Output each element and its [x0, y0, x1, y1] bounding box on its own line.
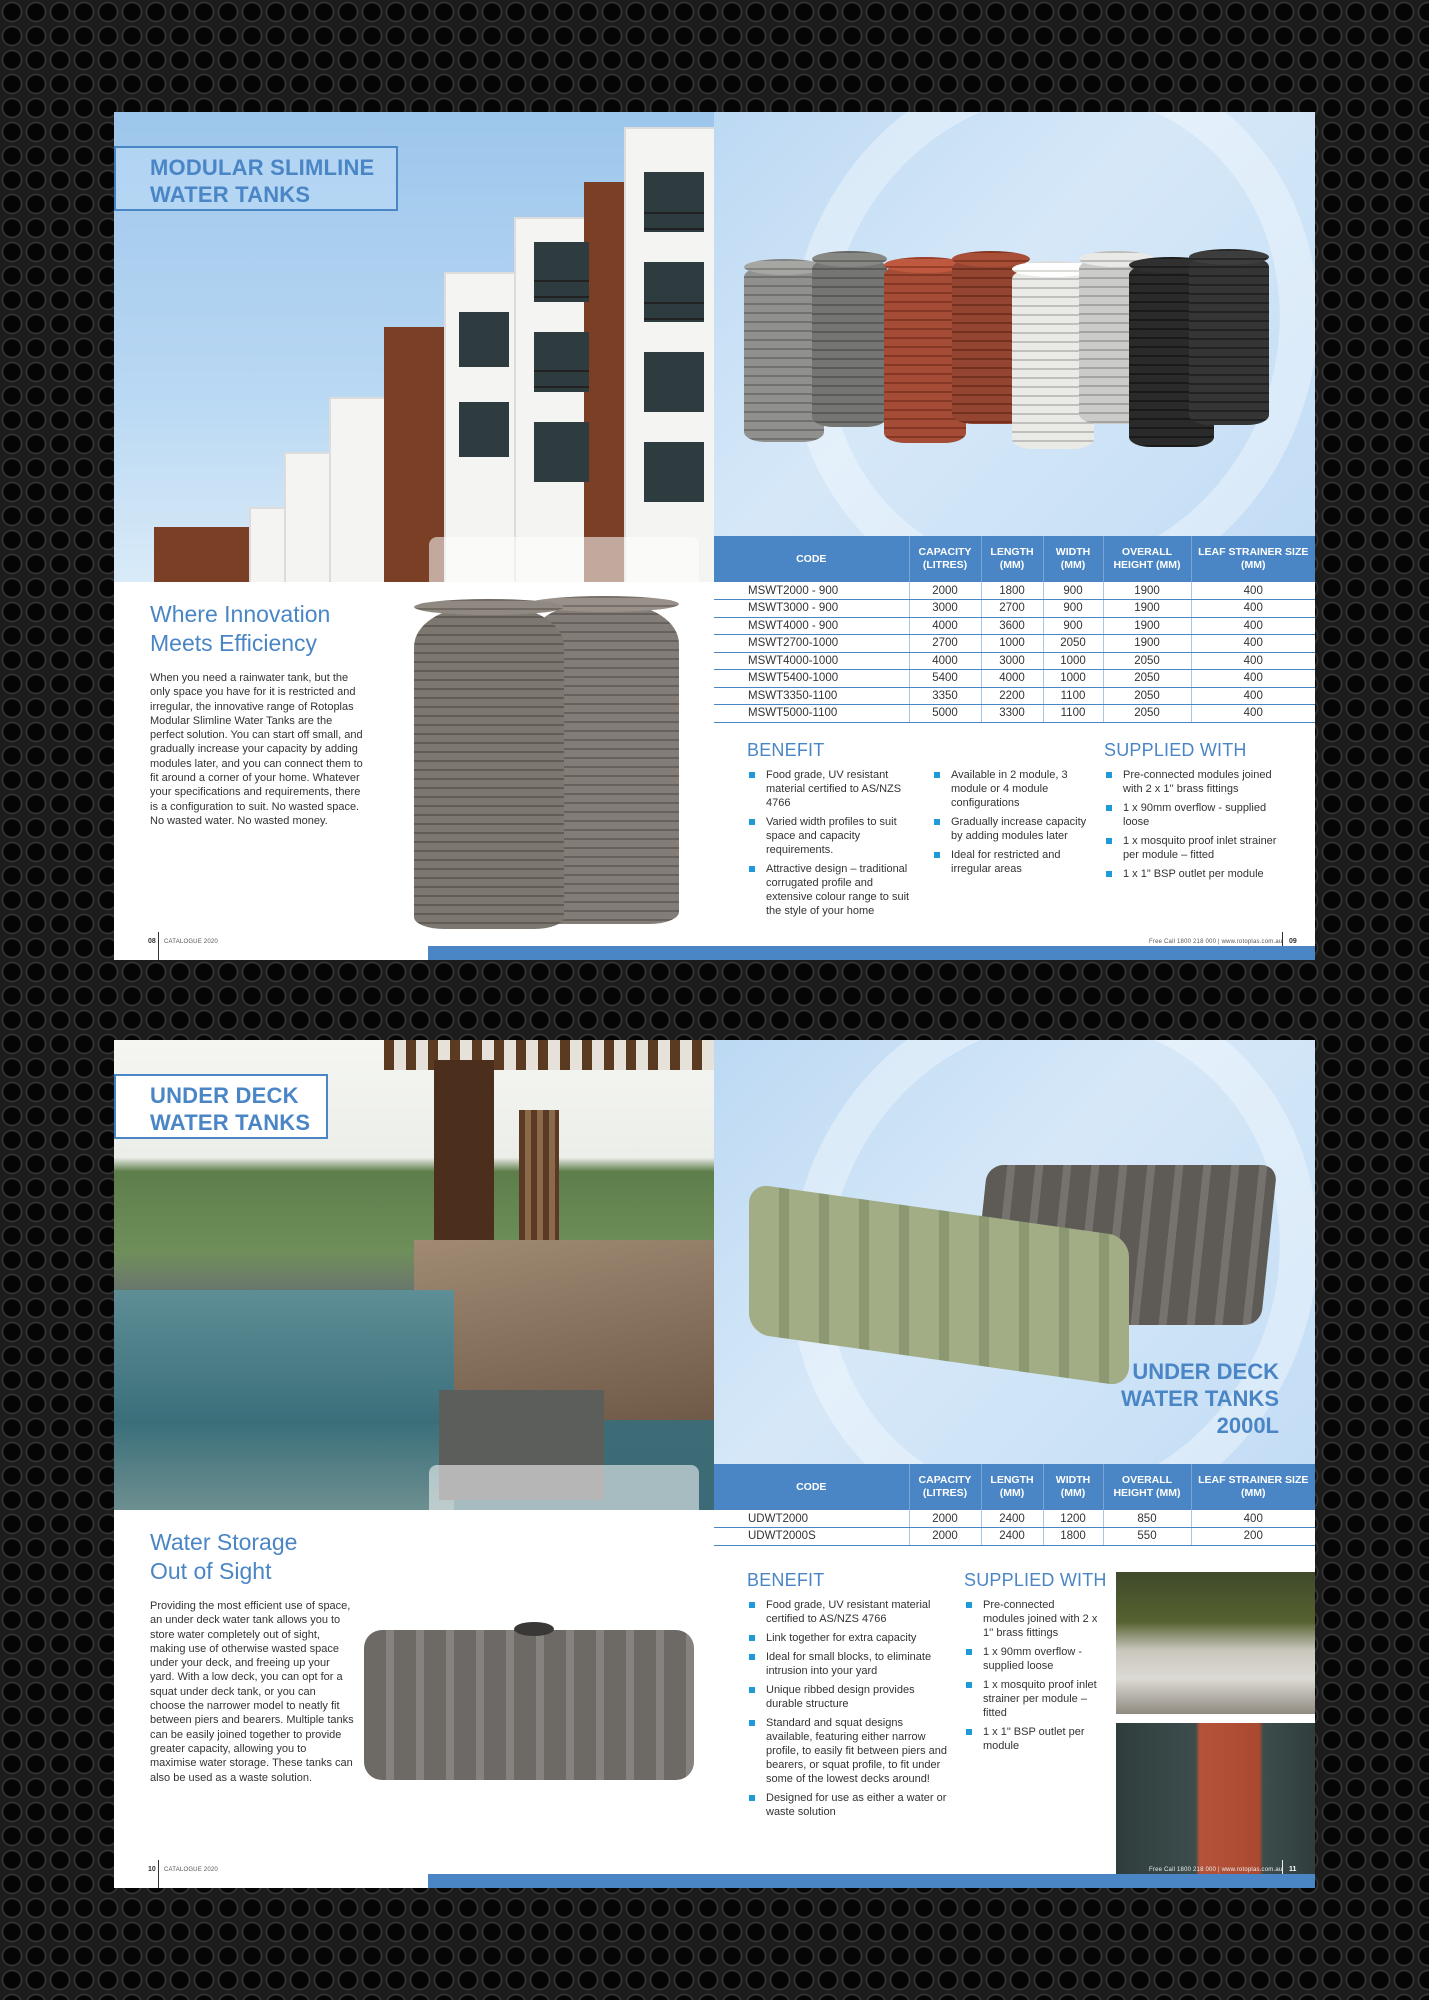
modular-tank-pair-image: [414, 599, 699, 939]
table-row: MSWT4000-1000 4000 3000 1000 2050 400: [714, 652, 1315, 670]
list-item: Ideal for small blocks, to eliminate intrusion into your yard: [747, 1650, 952, 1678]
col-width: WIDTH (MM): [1043, 536, 1103, 582]
tank-icon: [364, 1630, 694, 1780]
supplied-with-list: [964, 1598, 1099, 1758]
list-item: Pre-connected modules joined with 2 x 1'' brass fittings: [964, 1598, 1099, 1640]
list-item: Gradually increase capacity by adding modules later: [932, 815, 1092, 843]
footer-contact: Free Call 1800 218 000 | www.rotoplas.com.au: [1149, 939, 1283, 945]
list-item: 1 x mosquito proof inlet strainer per module – fitted: [1104, 834, 1284, 862]
table-row: MSWT4000 - 900 4000 3600 900 1900 400: [714, 617, 1315, 635]
modular-tanks-color-range-image: [744, 247, 1284, 447]
footer-contact: Free Call 1800 218 000 | www.rotoplas.com.au: [1149, 1867, 1283, 1873]
photo-fade-overlay: [429, 1465, 699, 1510]
col-length: LENGTH (MM): [981, 536, 1043, 582]
list-item: Ideal for restricted and irregular areas: [932, 848, 1092, 876]
section-title-line2: WATER TANKS: [150, 1110, 311, 1135]
supplied-with-list: [1104, 768, 1284, 886]
section-title-box: [114, 146, 398, 211]
list-item: Designed for use as either a water or waste solution: [747, 1791, 952, 1819]
page-number: 09: [1289, 938, 1297, 945]
col-leaf-strainer: LEAF STRAINER SIZE (MM): [1191, 1464, 1315, 1510]
spec-table-header: [714, 1464, 1315, 1510]
building-window: [644, 442, 704, 502]
table-row: MSWT5400-1000 5400 4000 1000 2050 400: [714, 670, 1315, 688]
section-title-line1: MODULAR SLIMLINE: [150, 155, 375, 180]
supplied-with-heading: SUPPLIED WITH: [1104, 740, 1247, 760]
pool-water: [114, 1290, 454, 1510]
col-length: LENGTH (MM): [981, 1464, 1043, 1510]
benefit-list-col1: [747, 768, 917, 923]
under-deck-brick-pier-photo: [1116, 1723, 1315, 1874]
page-number: 10: [148, 1866, 156, 1873]
col-capacity: CAPACITY (LITRES): [909, 536, 981, 582]
catalogue-spread-under-deck: [114, 1040, 1315, 1888]
footer-catalogue-label: CATALOGUE 2020: [164, 1867, 218, 1873]
spec-table: [714, 1464, 1315, 1546]
list-item: 1 x 90mm overflow - supplied loose: [1104, 801, 1284, 829]
list-item: Unique ribbed design provides durable structure: [747, 1683, 952, 1711]
table-row: MSWT2700-1000 2700 1000 2050 1900 400: [714, 635, 1315, 653]
spec-table: [714, 536, 1315, 723]
building-window: [459, 312, 509, 367]
list-item: Standard and squat designs available, featuring either narrow profile, to easily fit between piers and bearers, or squat profile, to fit under some of the lowest decks around!: [747, 1716, 952, 1786]
list-item: Food grade, UV resistant material certified to AS/NZS 4766: [747, 768, 917, 810]
list-item: Varied width profiles to suit space and capacity requirements.: [747, 815, 917, 857]
benefit-list: [747, 1598, 952, 1824]
col-overall-height: OVERALL HEIGHT (MM): [1103, 1464, 1191, 1510]
page-10: [114, 1040, 714, 1888]
col-capacity: CAPACITY (LITRES): [909, 1464, 981, 1510]
footer-bar: [428, 946, 714, 960]
building-window: [459, 402, 509, 457]
col-width: WIDTH (MM): [1043, 1464, 1103, 1510]
col-code: CODE: [714, 536, 909, 582]
table-row: MSWT2000 - 900 2000 1800 900 1900 400: [714, 582, 1315, 600]
table-row: MSWT3000 - 900 3000 2700 900 1900 400: [714, 600, 1315, 618]
table-row: MSWT5000-1100 5000 3300 1100 2050 400: [714, 705, 1315, 723]
footer-divider: [158, 1860, 159, 1888]
tank-inlet-icon: [514, 1622, 554, 1636]
supplied-with-heading: SUPPLIED WITH: [964, 1570, 1107, 1590]
balcony-rail: [534, 370, 589, 388]
page-number: 11: [1289, 1866, 1297, 1873]
benefit-heading: BENEFIT: [747, 740, 825, 760]
building-block: [154, 527, 264, 582]
list-item: Pre-connected modules joined with 2 x 1'' brass fittings: [1104, 768, 1284, 796]
building-window: [644, 352, 704, 412]
benefit-list-col2: [932, 768, 1092, 881]
page-number: 08: [148, 938, 156, 945]
col-leaf-strainer: LEAF STRAINER SIZE (MM): [1191, 536, 1315, 582]
balcony-rail: [644, 302, 704, 320]
list-item: Food grade, UV resistant material certified to AS/NZS 4766: [747, 1598, 952, 1626]
photo-fade-overlay: [429, 537, 699, 582]
list-item: Attractive design – traditional corrugated profile and extensive colour range to suit the style of your home: [747, 862, 917, 918]
list-item: 1 x 1" BSP outlet per module: [1104, 867, 1284, 881]
tank-icon: [414, 607, 564, 929]
section-title-line2: WATER TANKS: [150, 182, 311, 207]
product-banner: [714, 112, 1315, 536]
table-row: UDWT2000 2000 2400 1200 850 400: [714, 1510, 1315, 1528]
under-deck-tank-image: [364, 1620, 704, 1790]
catalogue-spread-modular-slimline: [114, 112, 1315, 960]
intro-heading: Where Innovation Meets Efficiency: [150, 601, 331, 656]
list-item: 1 x 90mm overflow - supplied loose: [964, 1645, 1099, 1673]
footer-bar: [428, 1874, 714, 1888]
intro-heading: Water Storage Out of Sight: [150, 1529, 298, 1584]
spec-table-header: [714, 536, 1315, 582]
installed-tank-garden-photo: [1116, 1572, 1315, 1714]
tank-grey-icon: [812, 259, 887, 427]
product-banner: [714, 1040, 1315, 1464]
balcony-rail: [534, 280, 589, 298]
section-title-line1: UNDER DECK: [150, 1083, 299, 1108]
table-row: MSWT3350-1100 3350 2200 1100 2050 400: [714, 687, 1315, 705]
col-overall-height: OVERALL HEIGHT (MM): [1103, 536, 1191, 582]
page-08: [114, 112, 714, 960]
banner-title: UNDER DECK WATER TANKS 2000L: [1120, 1359, 1279, 1438]
footer-bar: [714, 1874, 1315, 1888]
under-deck-tanks-pair-image: [749, 1165, 1269, 1365]
list-item: Link together for extra capacity: [747, 1631, 952, 1645]
benefit-heading: BENEFIT: [747, 1570, 825, 1590]
footer-divider: [158, 932, 159, 960]
page-11: [714, 1040, 1315, 1888]
page-09: [714, 112, 1315, 960]
tank-black-icon: [1189, 257, 1269, 425]
table-row: UDWT2000S 2000 2400 1800 550 200: [714, 1528, 1315, 1546]
footer-bar: [714, 946, 1315, 960]
list-item: Available in 2 module, 3 module or 4 module configurations: [932, 768, 1092, 810]
col-code: CODE: [714, 1464, 909, 1510]
building-window: [534, 422, 589, 482]
footer-catalogue-label: CATALOGUE 2020: [164, 939, 218, 945]
intro-body: Providing the most efficient use of space, an under deck water tank allows you to store water completely out of sight, making use of otherwise wasted space under your deck, and freeing up your yard. With a low deck, you can opt for a squat under deck tank, or you can choose the narrower model to neatly fit between piers and bearers. Multiple tanks can be easily joined together to provide greater capacity, allowing you to maximise water storage. These tanks can also be used as a waste solution.: [150, 1600, 354, 1784]
intro-body: When you need a rainwater tank, but the only space you have for it is restricted and irregular, the innovative range of Rotoplas Modular Slimline Water Tanks are the perfect solution. You can start off small, and gradually increase your capacity by adding modules later, and you can connect them to fit around a corner of your home. Whatever your specifications and requirements, there is a configuration to suit. No wasted space. No wasted water. No wasted money.: [150, 672, 363, 827]
list-item: 1 x 1" BSP outlet per module: [964, 1725, 1099, 1753]
section-title-box: [114, 1074, 328, 1139]
list-item: 1 x mosquito proof inlet strainer per module – fitted: [964, 1678, 1099, 1720]
balcony-rail: [644, 212, 704, 230]
